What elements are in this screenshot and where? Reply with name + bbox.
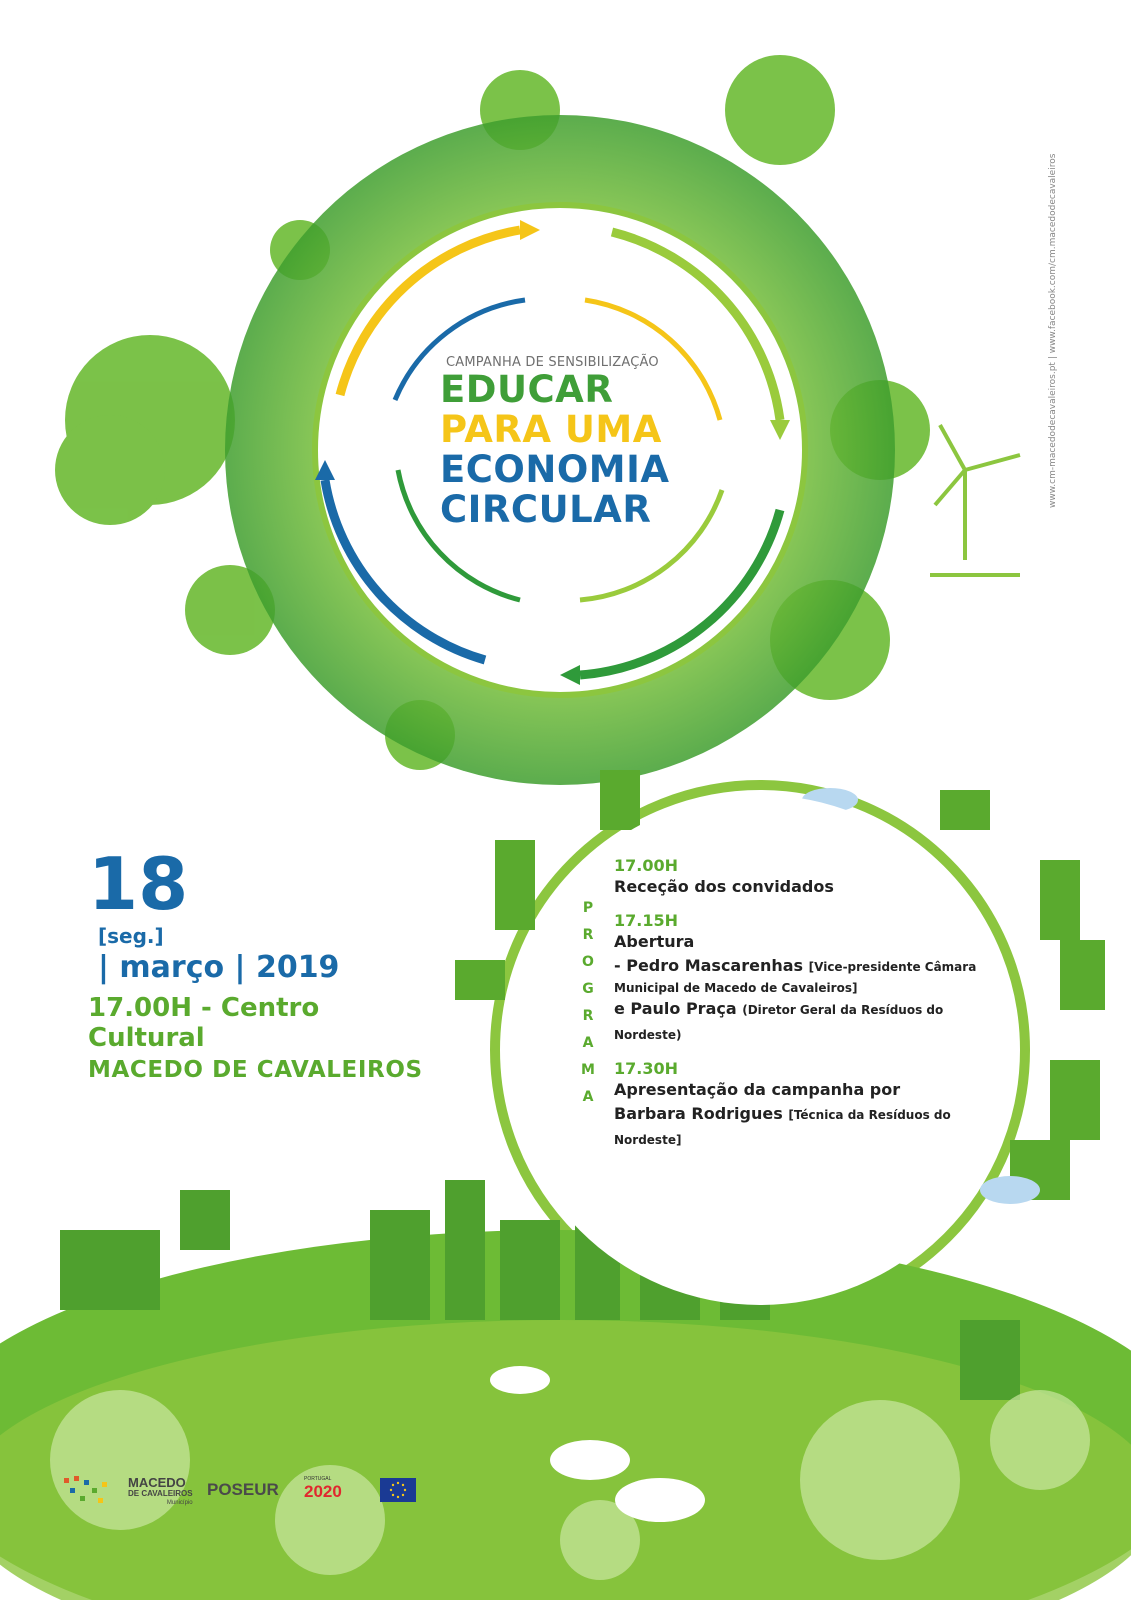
wind-turbine-icon [930, 425, 1020, 575]
speaker-name: - Pedro Mascarenhas [614, 956, 804, 975]
speaker-role: [Vice-presidente Câmara [808, 960, 977, 974]
title-line-educar: EDUCAR [440, 368, 614, 411]
speaker-role-continued: Municipal de Macedo de Cavaleiros] [614, 981, 858, 995]
event-date-block [88, 842, 428, 1083]
program-item [614, 911, 1014, 1047]
title-line-para-uma: PARA UMA [440, 408, 662, 451]
program-item [614, 1059, 1014, 1152]
macedo-logo-text [128, 1476, 193, 1507]
presenter-role: [Técnica da Resíduos do Nordeste] [614, 1108, 951, 1147]
website-text: www.cm-macedodecavaleiros.pt | www.facebook.com/cm.macedodecavaleiros [1048, 153, 1058, 508]
program-label-letter: R [582, 927, 594, 943]
program-time: 17.15H [614, 911, 678, 930]
program-label-letter: A [582, 1035, 594, 1051]
event-town: MACEDO DE CAVALEIROS [88, 1057, 423, 1083]
campaign-title-block [440, 355, 680, 530]
title-line-economia: ECONOMIA [440, 448, 670, 491]
program-label-letter: R [582, 1008, 594, 1024]
sponsor-logos [62, 1472, 442, 1512]
program-text: Receção dos convidados [614, 877, 834, 896]
program-text: Apresentação da campanha por [614, 1080, 901, 1099]
macedo-logo-mark [62, 1474, 122, 1508]
poseur-logo: POSEUR [207, 1480, 279, 1499]
campaign-subtitle: CAMPANHA DE SENSIBILIZAÇÃO [446, 355, 659, 370]
program-item [614, 856, 1014, 899]
presenter-name: Barbara Rodrigues [614, 1104, 783, 1123]
event-time-place: 17.00H - Centro Cultural [88, 993, 320, 1053]
event-month-year: | março | 2019 [98, 950, 340, 985]
program-list [614, 856, 1014, 1152]
macedo-logo-line2: DE CAVALEIROS [128, 1489, 193, 1498]
speaker-role: (Diretor Geral da Resíduos do Nordeste) [614, 1003, 944, 1042]
speaker-name: e Paulo Praça [614, 999, 737, 1018]
program-label-letter: O [582, 954, 594, 970]
macedo-logo-line1: MACEDO [128, 1475, 186, 1490]
event-day: 18 [88, 842, 189, 926]
program-label-letter: P [582, 900, 594, 916]
program-time: 17.30H [614, 1059, 678, 1078]
p2020-label: 2020 [304, 1482, 342, 1501]
program-vertical-label [576, 895, 600, 1111]
program-text: Abertura [614, 932, 695, 951]
portugal-2020-logo [304, 1476, 342, 1502]
title-line-circular: CIRCULAR [440, 488, 652, 531]
program-label-letter: A [582, 1089, 594, 1105]
program-label-letter: M [581, 1062, 595, 1078]
program-time: 17.00H [614, 856, 678, 875]
macedo-logo-line3: Município [166, 1500, 193, 1506]
program-label-letter: G [582, 981, 594, 997]
website-vertical-text [1045, 130, 1059, 510]
eu-flag-icon [380, 1478, 416, 1502]
event-weekday: [seg.] [98, 924, 164, 948]
portugal-label: PORTUGAL [304, 1476, 332, 1482]
